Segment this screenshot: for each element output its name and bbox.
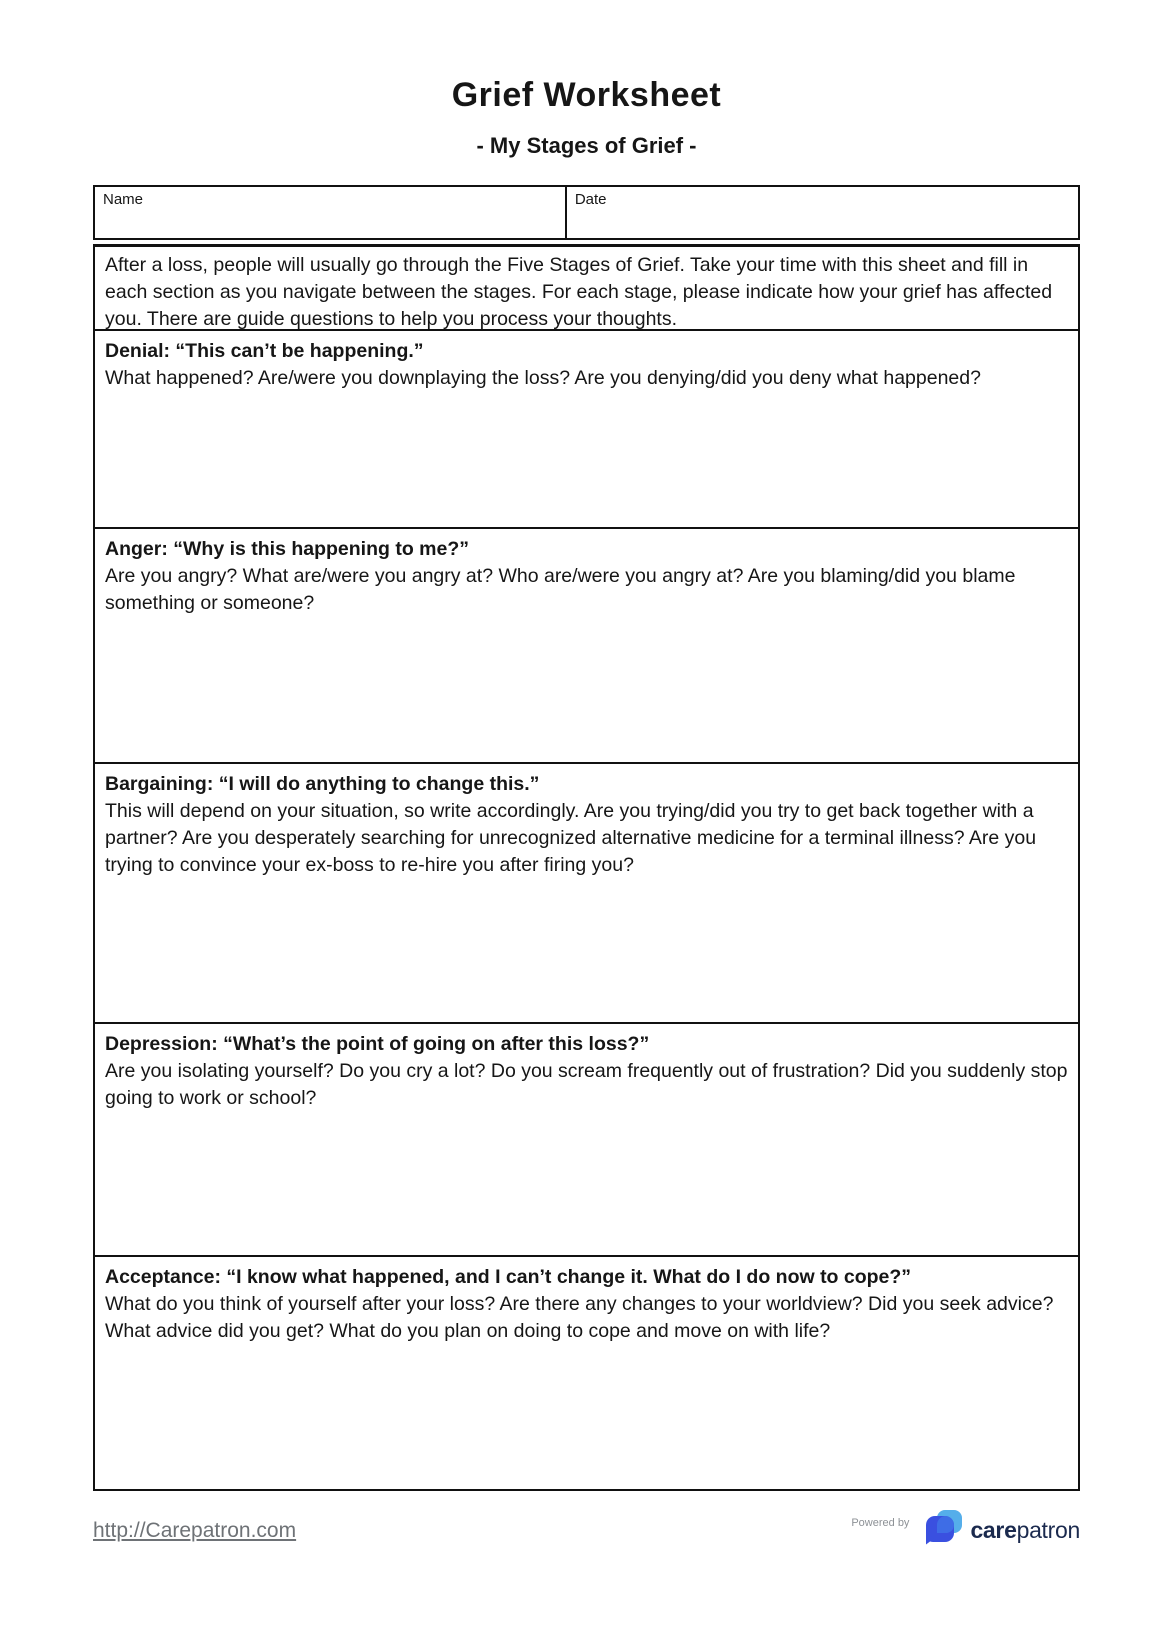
name-date-table xyxy=(93,185,1080,240)
name-field[interactable] xyxy=(95,187,567,238)
date-label: Date xyxy=(574,191,607,208)
page-title: Grief Worksheet xyxy=(451,76,722,114)
brand-wordmark xyxy=(970,1517,1080,1544)
name-label: Name xyxy=(103,191,144,208)
worksheet-table xyxy=(93,244,1080,1491)
carepatron-logo-icon xyxy=(921,1509,965,1552)
section-bargaining xyxy=(95,762,1078,1022)
denial-answer-area[interactable] xyxy=(105,392,1068,527)
anger-answer-area[interactable] xyxy=(105,617,1068,762)
page-footer xyxy=(93,1509,1080,1552)
brand-care: care xyxy=(970,1517,1017,1543)
section-depression xyxy=(95,1022,1078,1255)
acceptance-heading: Acceptance: “I know what happened, and I can’t change it. What do I do now to cope?” xyxy=(105,1266,912,1288)
depression-prompt: Are you isolating yourself? Do you cry a lot? Do you scream frequently out of frustration? Did you suddenly stop going to work or school? xyxy=(105,1060,1068,1109)
section-anger xyxy=(95,527,1078,762)
section-acceptance xyxy=(95,1255,1078,1489)
brand-patron: patron xyxy=(1016,1517,1080,1543)
powered-by-group xyxy=(851,1509,1080,1552)
carepatron-link[interactable]: http://Carepatron.com xyxy=(93,1518,297,1542)
anger-heading: Anger: “Why is this happening to me?” xyxy=(105,538,470,560)
section-denial xyxy=(95,329,1078,527)
bargaining-answer-area[interactable] xyxy=(105,879,1068,1022)
powered-by-label: Powered by xyxy=(851,1516,910,1529)
bargaining-prompt: This will depend on your situation, so write accordingly. Are you trying/did you try to get back together with a partner? Are you desperately searching for unrecognized alternative medicine for a terminal illness? Are you trying to convince your ex-boss to re-hire you after firing you? xyxy=(105,800,1037,876)
acceptance-prompt: What do you think of yourself after your loss? Are there any changes to your worldview? Did you seek advice? What advice did you get? What do you plan on doing to cope and move on with life? xyxy=(105,1293,1054,1342)
denial-prompt: What happened? Are/were you downplaying the loss? Are you denying/did you deny what happened? xyxy=(105,367,981,389)
intro-text: After a loss, people will usually go through the Five Stages of Grief. Take your time with this sheet and fill in each section as you navigate between the stages. For each stage, please indicate how your grief has affected you. There are guide questions to help you process your thoughts. xyxy=(105,254,1053,329)
denial-heading: Denial: “This can’t be happening.” xyxy=(105,340,424,362)
bargaining-heading: Bargaining: “I will do anything to change this.” xyxy=(105,773,540,795)
depression-answer-area[interactable] xyxy=(105,1112,1068,1255)
depression-heading: Depression: “What’s the point of going on after this loss?” xyxy=(105,1033,650,1055)
anger-prompt: Are you angry? What are/were you angry at? Who are/were you angry at? Are you blaming/did you blame something or someone? xyxy=(105,565,1016,614)
page-subtitle: - My Stages of Grief - xyxy=(476,133,697,158)
acceptance-answer-area[interactable] xyxy=(105,1345,1068,1489)
date-field[interactable] xyxy=(567,187,1078,238)
